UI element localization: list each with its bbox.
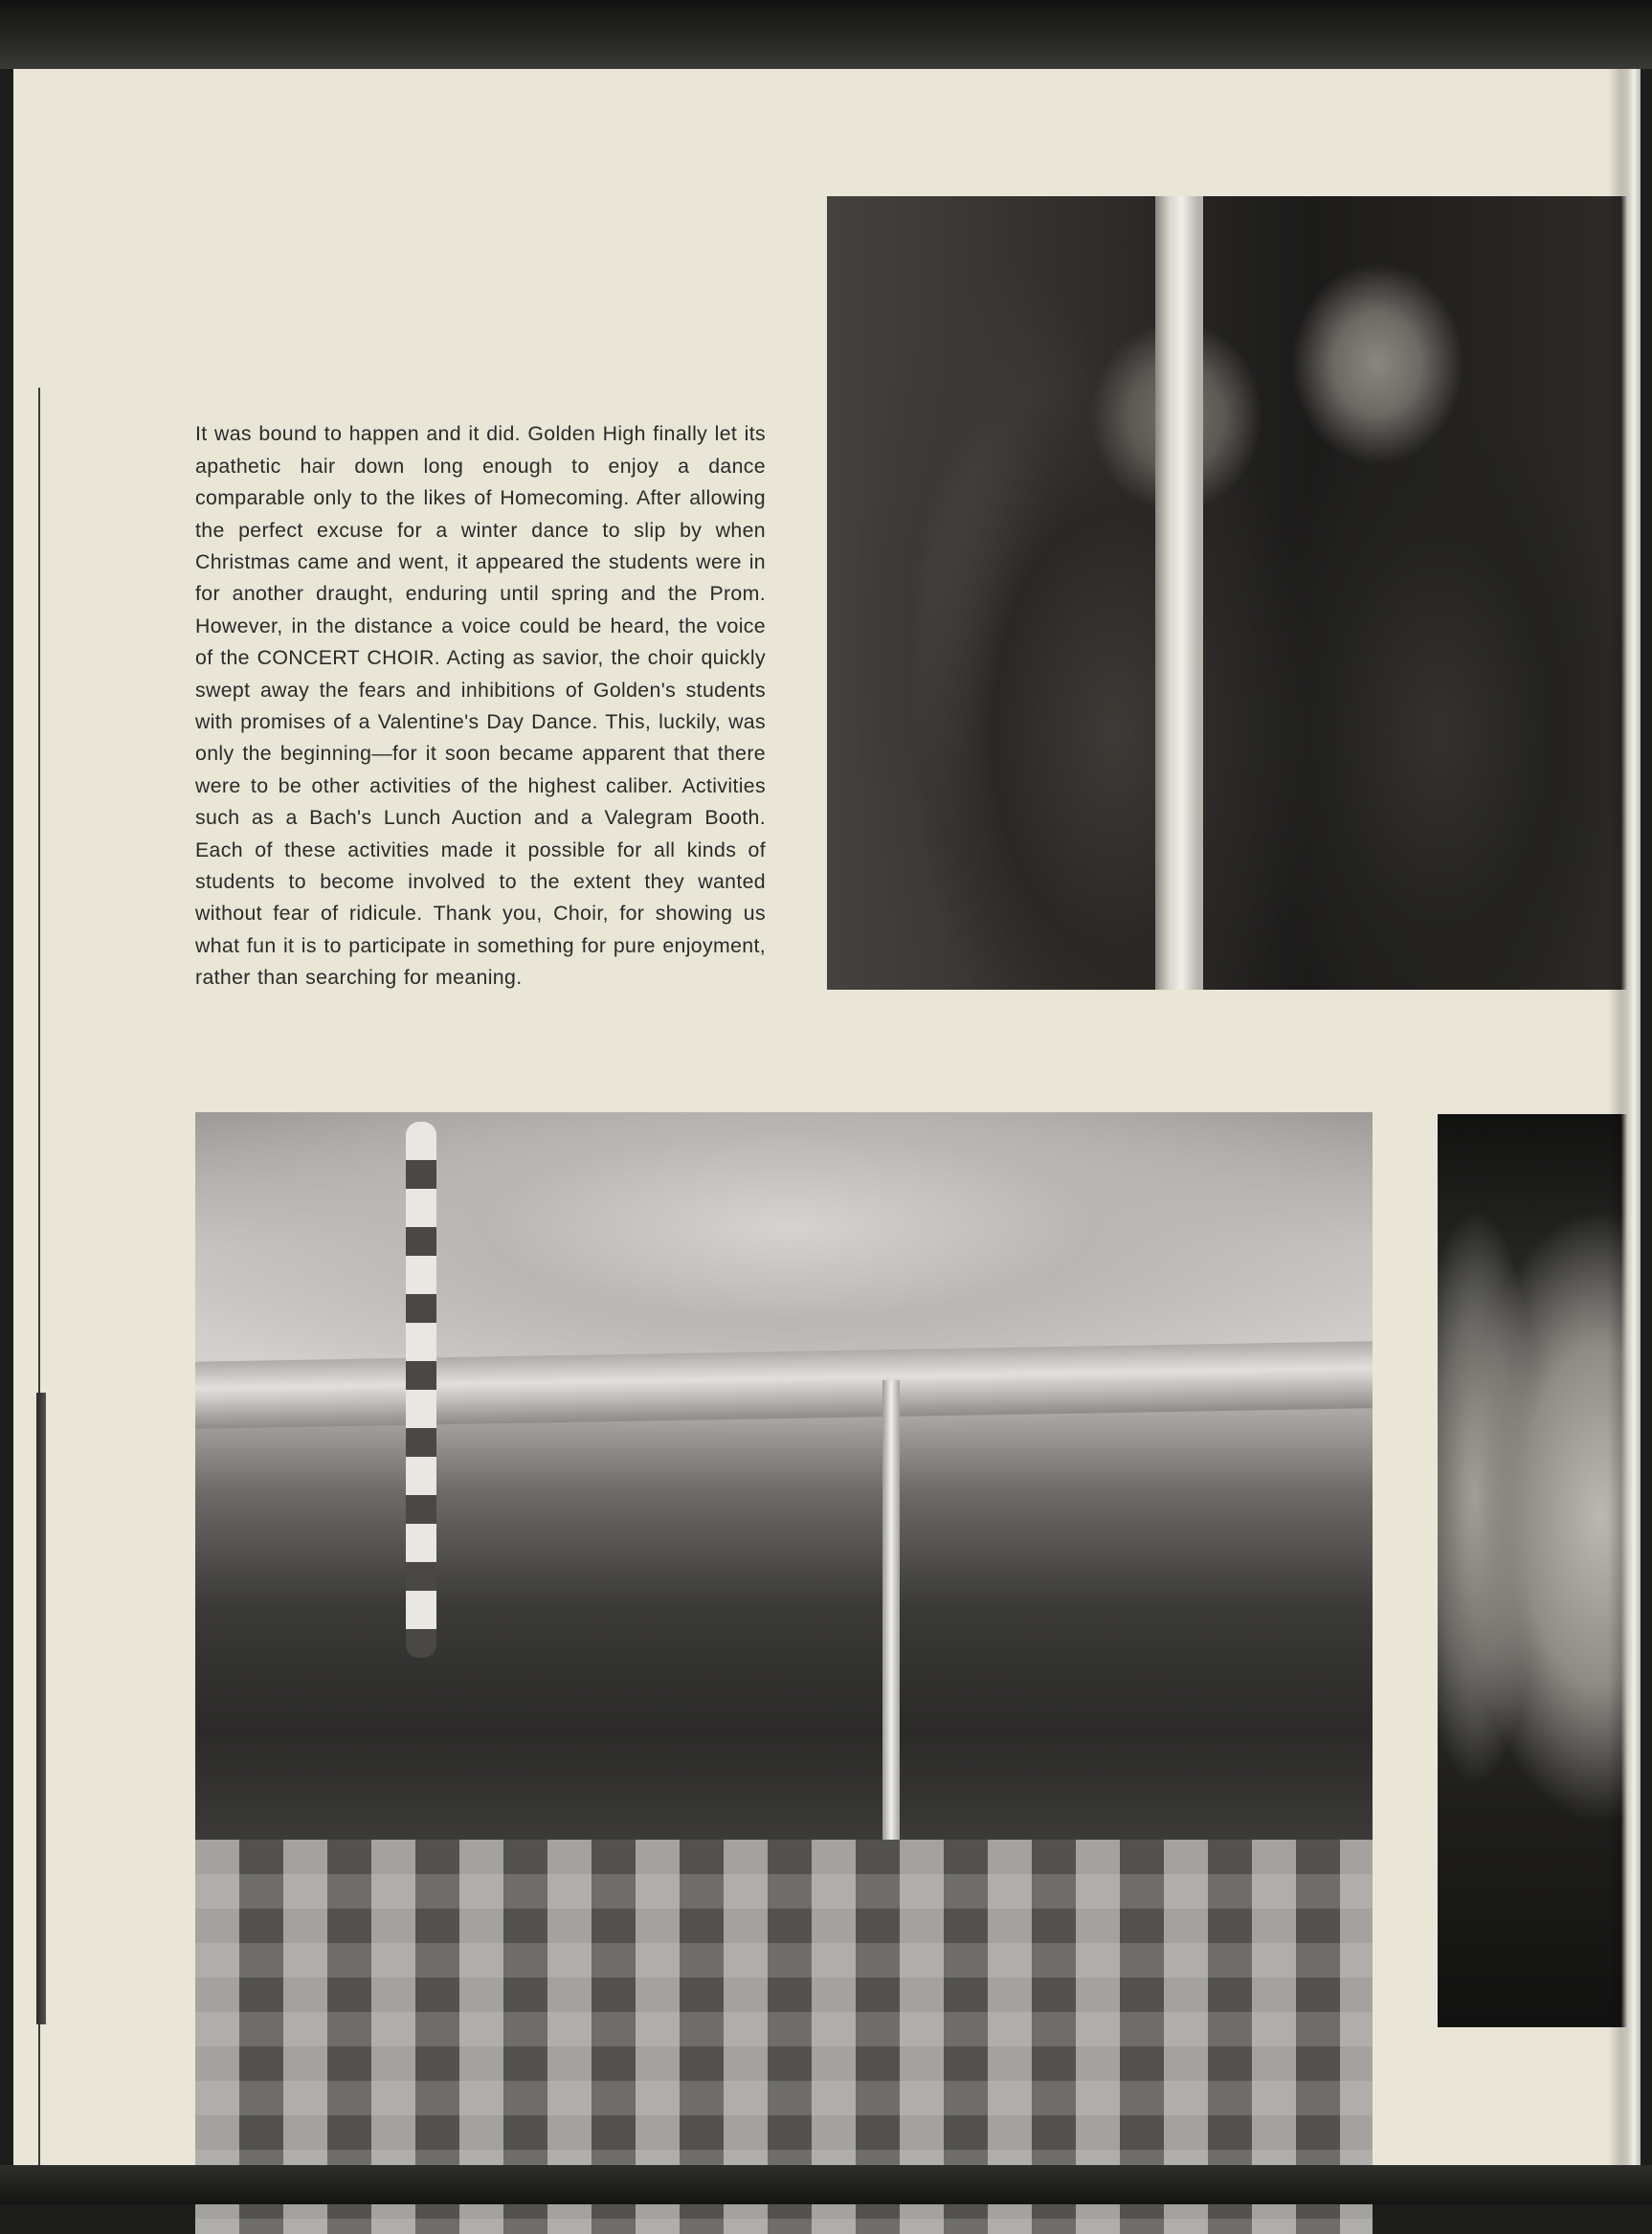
- dance-floor-photo: [195, 1112, 1373, 2234]
- book-binding-bottom: [0, 2165, 1652, 2204]
- article-paragraph: It was bound to happen and it did. Golden High finally let its apathetic hair down long enough to enjoy a dance comparable only to the likes of Homecoming. After allowing the perfect excuse for a winter dance to slip by when Christmas came and went, it appeared the students were in for another draught, enduring until spring and the Prom. However, in the distance a voice could be heard, the voice of the CONCERT CHOIR. Acting as savior, the choir quickly swept away the fears and inhibitions of Golden's students with promises of a Valentine's Day Dance. This, luckily, was only the beginning—for it soon became apparent that there were to be other activities of the highest caliber. Activities such as a Bach's Lunch Auction and a Valegram Booth. Each of these activities made it possible for all kinds of students to become involved to the extent they wanted without fear of ridicule. Thank you, Choir, for showing us what fun it is to participate in something for pure enjoyment, rather than searching for meaning.: [195, 422, 766, 990]
- pillar: [1155, 196, 1203, 990]
- page-edge-strip: [36, 1393, 46, 2024]
- book-binding-top: [0, 0, 1652, 69]
- dance-floor-pole: [882, 1380, 900, 1916]
- couple-dancing-photo: [827, 196, 1627, 990]
- page-fold-shadow: [1608, 69, 1641, 2167]
- streamer-decoration: [406, 1122, 436, 1658]
- yearbook-page: [13, 69, 1641, 2167]
- ceiling-band: [195, 1341, 1373, 1428]
